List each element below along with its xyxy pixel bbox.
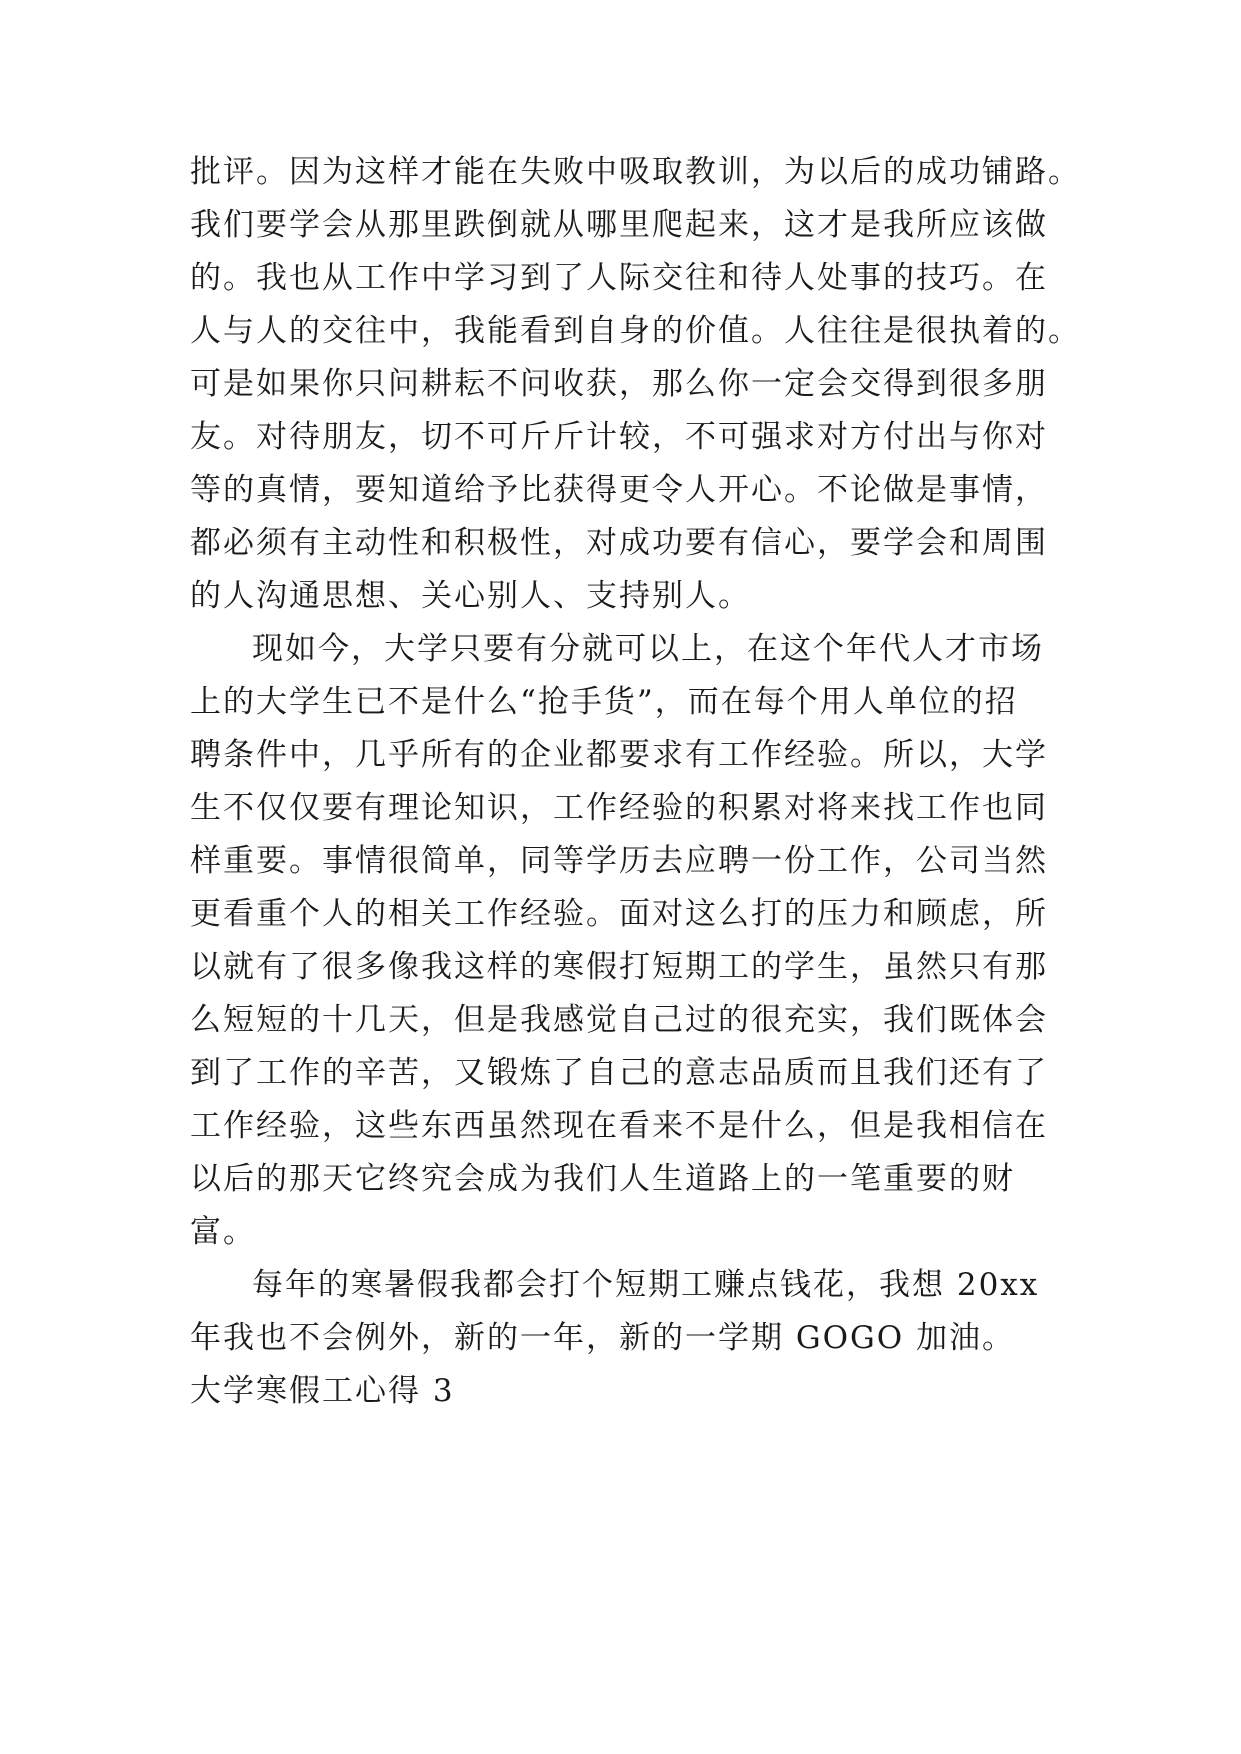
paragraph-2-line-4: 生不仅仅要有理论知识，工作经验的积累对将来找工作也同 (190, 790, 1048, 826)
paragraph-1-line-5: 可是如果你只问耕耘不问收获，那么你一定会交得到很多朋 (190, 366, 1048, 402)
paragraph-1-line-8: 都必须有主动性和积极性，对成功要有信心，要学会和周围 (190, 525, 1048, 561)
paragraph-1-line-2: 我们要学会从那里跌倒就从哪里爬起来，这才是我所应该做 (190, 207, 1048, 243)
paragraph-2-line-5: 样重要。事情很简单，同等学历去应聘一份工作，公司当然 (190, 843, 1048, 879)
paragraph-2-line-8: 么短短的十几天，但是我感觉自己过的很充实，我们既体会 (190, 1002, 1048, 1038)
paragraph-1-line-6: 友。对待朋友，切不可斤斤计较，不可强求对方付出与你对 (190, 419, 1048, 455)
paragraph-2-line-1: 现如今，大学只要有分就可以上，在这个年代人才市场 (252, 631, 1044, 667)
paragraph-1-line-1: 批评。因为这样才能在失败中吸取教训，为以后的成功铺路。 (190, 154, 1081, 190)
paragraph-2-line-9: 到了工作的辛苦，又锻炼了自己的意志品质而且我们还有了 (190, 1055, 1048, 1091)
paragraph-1-line-3: 的。我也从工作中学习到了人际交往和待人处事的技巧。在 (190, 260, 1048, 296)
paragraph-1-line-9: 的人沟通思想、关心别人、支持别人。 (190, 578, 751, 614)
paragraph-2-line-6: 更看重个人的相关工作经验。面对这么打的压力和顾虑，所 (190, 896, 1048, 932)
section-heading: 大学寒假工心得 3 (190, 1373, 455, 1409)
paragraph-1-line-4: 人与人的交往中，我能看到自身的价值。人往往是很执着的。 (190, 313, 1081, 349)
paragraph-1-line-7: 等的真情，要知道给予比获得更令人开心。不论做是事情， (190, 472, 1048, 508)
paragraph-2-line-3: 聘条件中，几乎所有的企业都要求有工作经验。所以，大学 (190, 737, 1048, 773)
paragraph-2-line-12: 富。 (190, 1214, 256, 1250)
paragraph-2-line-10: 工作经验，这些东西虽然现在看来不是什么，但是我相信在 (190, 1108, 1048, 1144)
paragraph-2-line-7: 以就有了很多像我这样的寒假打短期工的学生，虽然只有那 (190, 949, 1048, 985)
paragraph-3-line-1: 每年的寒暑假我都会打个短期工赚点钱花，我想 20xx (252, 1267, 1040, 1303)
paragraph-2-line-11: 以后的那天它终究会成为我们人生道路上的一笔重要的财 (190, 1161, 1015, 1197)
paragraph-2-line-2: 上的大学生已不是什么“抢手货”，而在每个用人单位的招 (190, 684, 1018, 720)
paragraph-3-line-2: 年我也不会例外，新的一年，新的一学期 GOGO 加油。 (190, 1320, 1016, 1356)
